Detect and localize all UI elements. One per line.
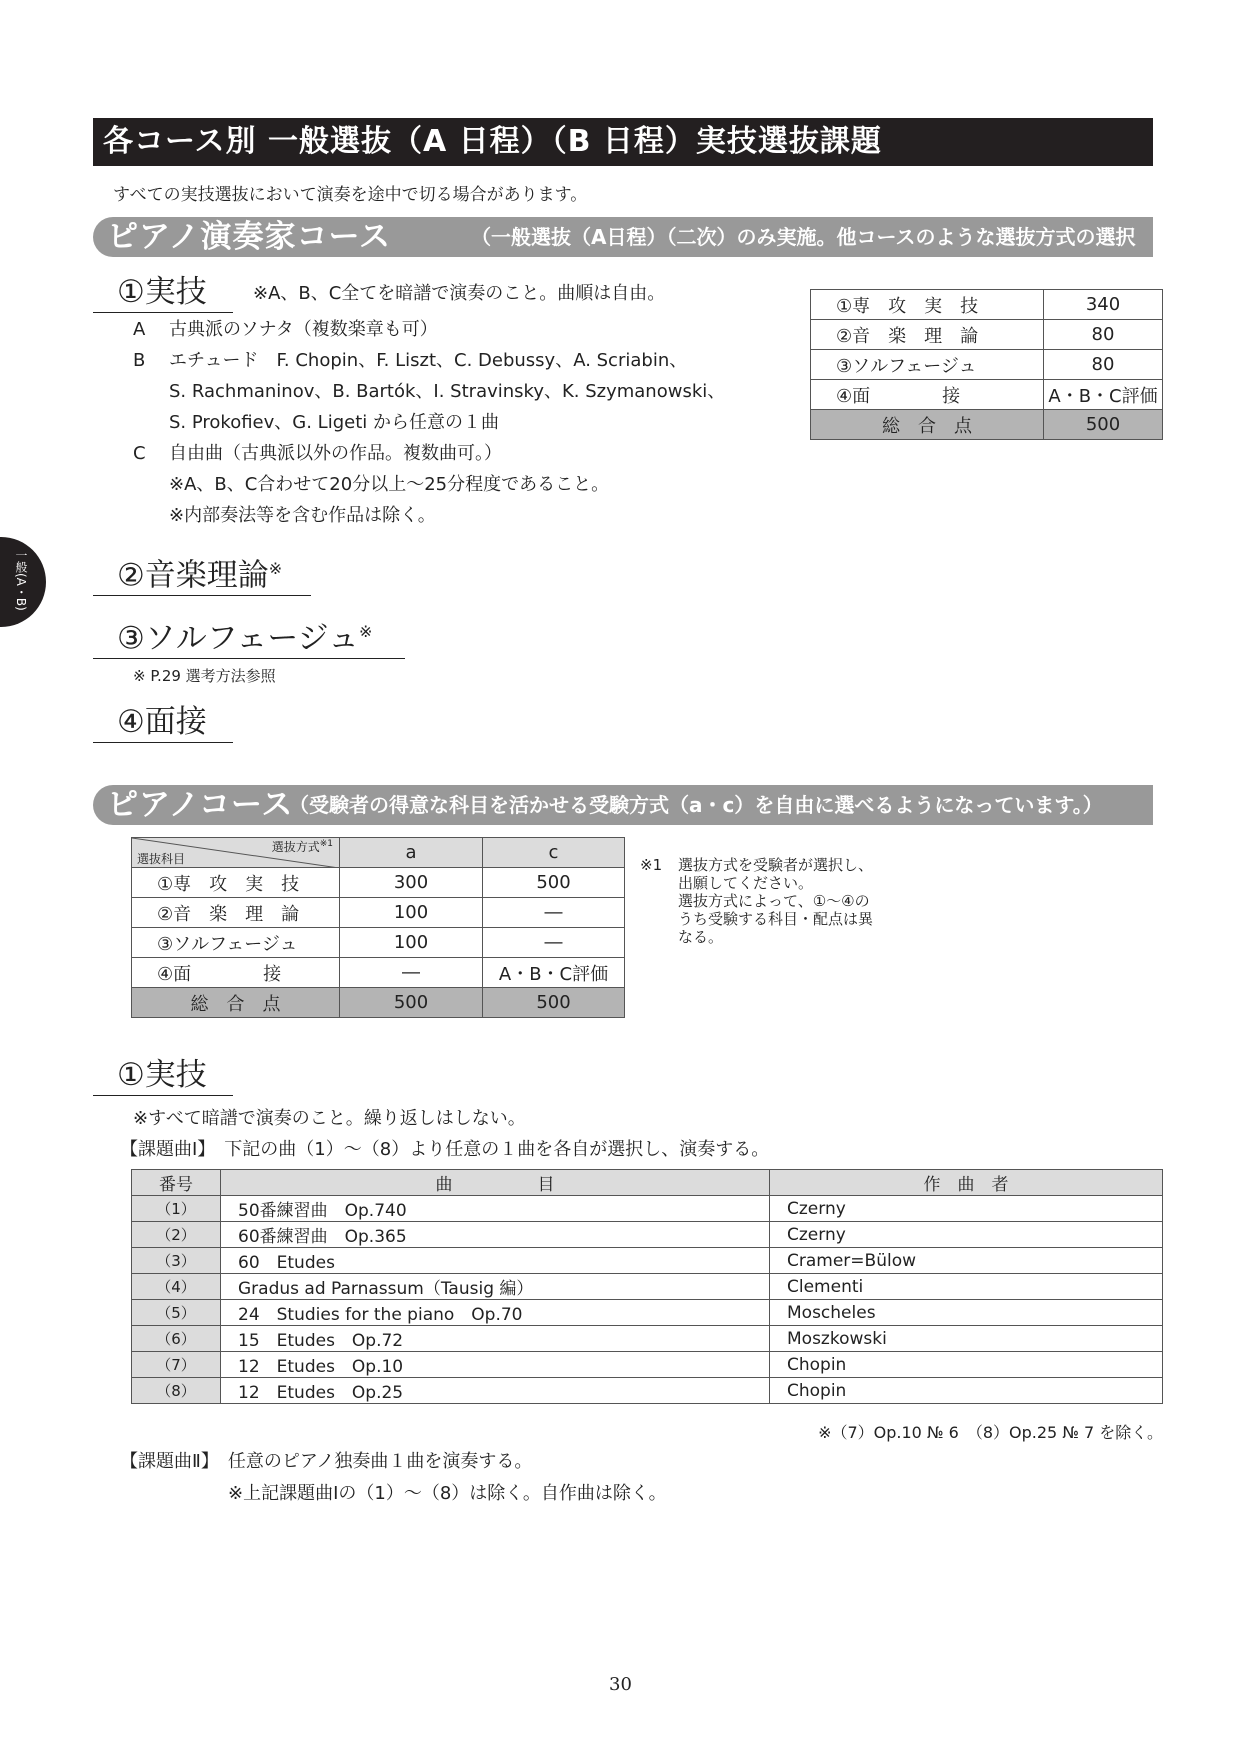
table-cell: 300 — [340, 868, 483, 898]
side-tab — [0, 537, 46, 627]
list-item: S. Prokofiev、G. Ligeti から任意の１曲 — [169, 412, 499, 433]
pianist-sec1-heading: ①実技 — [93, 272, 233, 313]
table-cell: 総 合 点 — [132, 988, 340, 1018]
table-cell: 80 — [1044, 350, 1163, 380]
pianist-sec1-note: ※A、B、C全てを暗譜で演奏のこと。曲順は自由。 — [253, 283, 666, 304]
pianist-course-title: ピアノ演奏家コース — [107, 219, 391, 255]
table-row: （1） 50番練習曲 Op.740 Czerny — [132, 1196, 1163, 1222]
table-cell: 100 — [340, 928, 483, 958]
footnote-line: 出願してください。 — [678, 874, 814, 892]
list-item: A 古典派のソナタ（複数楽章も可） — [133, 319, 438, 340]
side-tab-label: 一般(A・B) — [14, 549, 28, 611]
table-cell: ④面 接 — [132, 958, 340, 988]
table-cell: 340 — [1044, 290, 1163, 320]
table-cell: ②音 楽 理 論 — [811, 320, 1044, 350]
pianist-sec3-note: ※ P.29 選考方法参照 — [133, 667, 276, 685]
pianist-sec3-heading: ③ソルフェージュ※ — [93, 612, 405, 659]
pianist-items — [133, 314, 773, 531]
pianist-sec2-heading: ②音楽理論※ — [93, 549, 311, 596]
table-head-method: 選抜方式$^{※1}$ — [271, 839, 333, 854]
table-cell: 500 — [483, 868, 625, 898]
table-cell: 総 合 点 — [811, 410, 1044, 440]
list-item: ※内部奏法等を含む作品は除く。 — [169, 505, 436, 526]
piano-sec1-note: ※すべて暗譜で演奏のこと。繰り返しはしない。 — [133, 1108, 526, 1129]
table-cell: 100 — [340, 898, 483, 928]
piano-course-subtitle: （受験者の得意な科目を活かせる受験方式（a・c）を自由に選べるようになっています。） — [289, 793, 1103, 817]
footnote — [678, 856, 873, 946]
list-item: C 自由曲（古典派以外の作品。複数曲可。） — [133, 443, 502, 464]
table-cell: A・B・C評価 — [1044, 380, 1163, 410]
piano-sec1-heading: ①実技 — [93, 1055, 233, 1096]
table-head-subject: 選抜科目 — [137, 852, 186, 866]
table-row: （2） 60番練習曲 Op.365 Czerny — [132, 1222, 1163, 1248]
table-row: （8） 12 Etudes Op.25 Chopin — [132, 1378, 1163, 1404]
task2-text: 【課題曲Ⅱ】 任意のピアノ独奏曲１曲を演奏する。 — [120, 1451, 533, 1472]
footnote-line: なる。 — [678, 928, 724, 946]
pianist-score-table — [810, 289, 1163, 440]
table-cell: ― — [483, 928, 625, 958]
table-cell: 80 — [1044, 320, 1163, 350]
list-item: B エチュード F. Chopin、F. Liszt、C. Debussy、A. Scriabin、 — [133, 350, 688, 371]
footnote-line: 選抜方式によって、①～④の — [678, 892, 870, 910]
task2-note: ※上記課題曲Ⅰの（1）～（8）は除く。自作曲は除く。 — [228, 1483, 667, 1504]
pianist-course-subtitle: （一般選抜（A日程）（二次）のみ実施。他コースのような選抜方式の選択はありません。） — [471, 225, 1136, 289]
top-note: すべての実技選抜において演奏を途中で切る場合があります。 — [113, 185, 588, 205]
table-row: （5） 24 Studies for the piano Op.70 Moscheles — [132, 1300, 1163, 1326]
table-cell: ④面 接 — [811, 380, 1044, 410]
pianist-course-bar — [93, 217, 1153, 289]
col-a-header: a — [340, 838, 483, 868]
footnote-line: うち受験する科目・配点は異 — [678, 910, 874, 928]
pieces-head-composer: 作 曲 者 — [770, 1170, 1163, 1196]
table-cell: A・B・C評価 — [483, 958, 625, 988]
table-corner-cell — [132, 838, 340, 868]
pieces-table — [131, 1169, 1163, 1404]
piano-course-title: ピアノコース — [107, 787, 294, 823]
list-item: ※A、B、C合わせて20分以上～25分程度であること。 — [169, 474, 610, 495]
piano-method-table — [131, 837, 625, 1018]
footnote-mark: ※1 — [640, 856, 663, 874]
piano-course-bar — [93, 785, 1153, 825]
list-item: S. Rachmaninov、B. Bartók、I. Stravinsky、K. Szymanowski、 — [169, 381, 726, 402]
col-c-header: c — [483, 838, 625, 868]
footnote-line: 選抜方式を受験者が選択し、 — [678, 856, 874, 874]
pieces-head-title: 曲 目 — [221, 1170, 770, 1196]
table-cell: ③ソルフェージュ — [132, 928, 340, 958]
table-cell: 500 — [340, 988, 483, 1018]
table-cell: ― — [340, 958, 483, 988]
table-cell: ③ソルフェージュ — [811, 350, 1044, 380]
table-cell: 500 — [483, 988, 625, 1018]
table-cell: ①専 攻 実 技 — [132, 868, 340, 898]
table-cell: 500 — [1044, 410, 1163, 440]
table-cell: ― — [483, 898, 625, 928]
page-title: 各コース別 一般選抜（A 日程）（B 日程）実技選抜課題 — [93, 118, 1153, 166]
task1-text: 【課題曲Ⅰ】 下記の曲（1）～（8）より任意の１曲を各自が選択し、演奏する。 — [120, 1139, 770, 1160]
table-row: （3） 60 Etudes Cramer=Bülow — [132, 1248, 1163, 1274]
page-number: 30 — [609, 1674, 632, 1695]
table-row: （6） 15 Etudes Op.72 Moszkowski — [132, 1326, 1163, 1352]
pieces-head-no: 番号 — [132, 1170, 221, 1196]
pieces-note: ※（7）Op.10 № 6 （8）Op.25 № 7 を除く。 — [818, 1423, 1163, 1442]
table-row: （7） 12 Etudes Op.10 Chopin — [132, 1352, 1163, 1378]
table-cell: ②音 楽 理 論 — [132, 898, 340, 928]
pianist-sec4-heading: ④面接 — [93, 702, 233, 743]
table-cell: ①専 攻 実 技 — [811, 290, 1044, 320]
table-row: （4） Gradus ad Parnassum（Tausig 編） Clementi — [132, 1274, 1163, 1300]
